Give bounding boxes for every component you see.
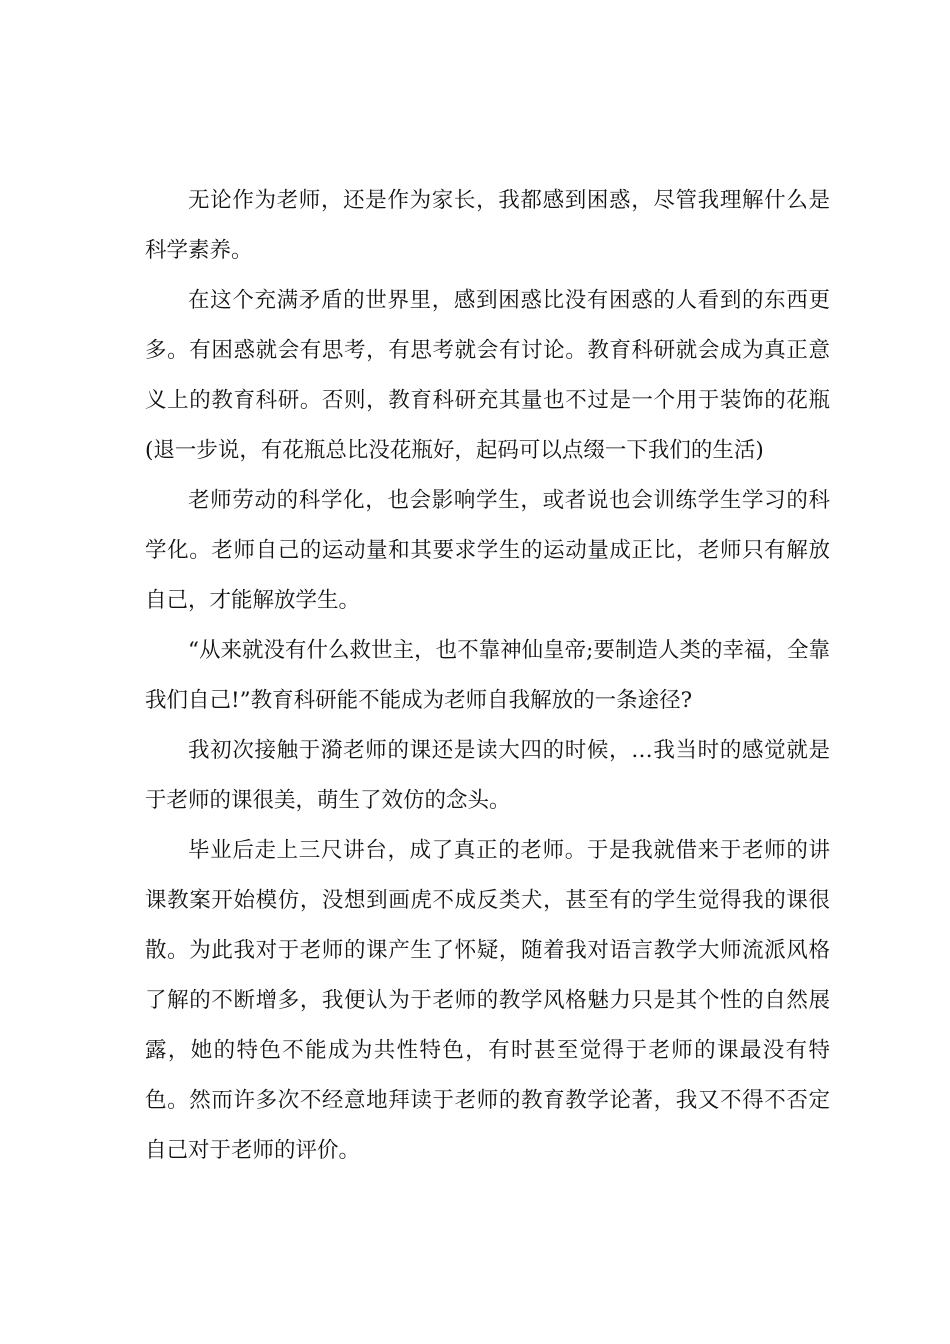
paragraph-2: 在这个充满矛盾的世界里，感到困惑比没有困惑的人看到的东西更多。有困惑就会有思考，有思考就会有讨论。教育科研就会成为真正意义上的教育科研。否则，教育科研充其量也不过是一个用于装饰的花瓶(退一步说，有花瓶总比没花瓶好，起码可以点缀一下我们的生活) — [145, 288, 830, 463]
paragraph-1: 无论作为老师，还是作为家长，我都感到困惑，尽管我理解什么是科学素养。 — [145, 188, 830, 263]
document-body — [145, 176, 830, 1176]
paragraph-5: 我初次接触于漪老师的课还是读大四的时候，…我当时的感觉就是于老师的课很美，萌生了效仿的念头。 — [145, 738, 830, 813]
paragraph-3: 老师劳动的科学化，也会影响学生，或者说也会训练学生学习的科学化。老师自己的运动量和其要求学生的运动量成正比，老师只有解放自己，才能解放学生。 — [145, 488, 830, 613]
paragraph-4: “从来就没有什么救世主，也不靠神仙皇帝;要制造人类的幸福，全靠我们自己!”教育科研能不能成为老师自我解放的一条途径? — [145, 638, 830, 713]
paragraph-6: 毕业后走上三尺讲台，成了真正的老师。于是我就借来于老师的讲课教案开始模仿，没想到画虎不成反类犬，甚至有的学生觉得我的课很散。为此我对于老师的课产生了怀疑，随着我对语言教学大师流派风格了解的不断增多，我便认为于老师的教学风格魅力只是其个性的自然展露，她的特色不能成为共性特色，有时甚至觉得于老师的课最没有特色。然而许多次不经意地拜读于老师的教育教学论著，我又不得不否定自己对于老师的评价。 — [145, 838, 830, 1163]
